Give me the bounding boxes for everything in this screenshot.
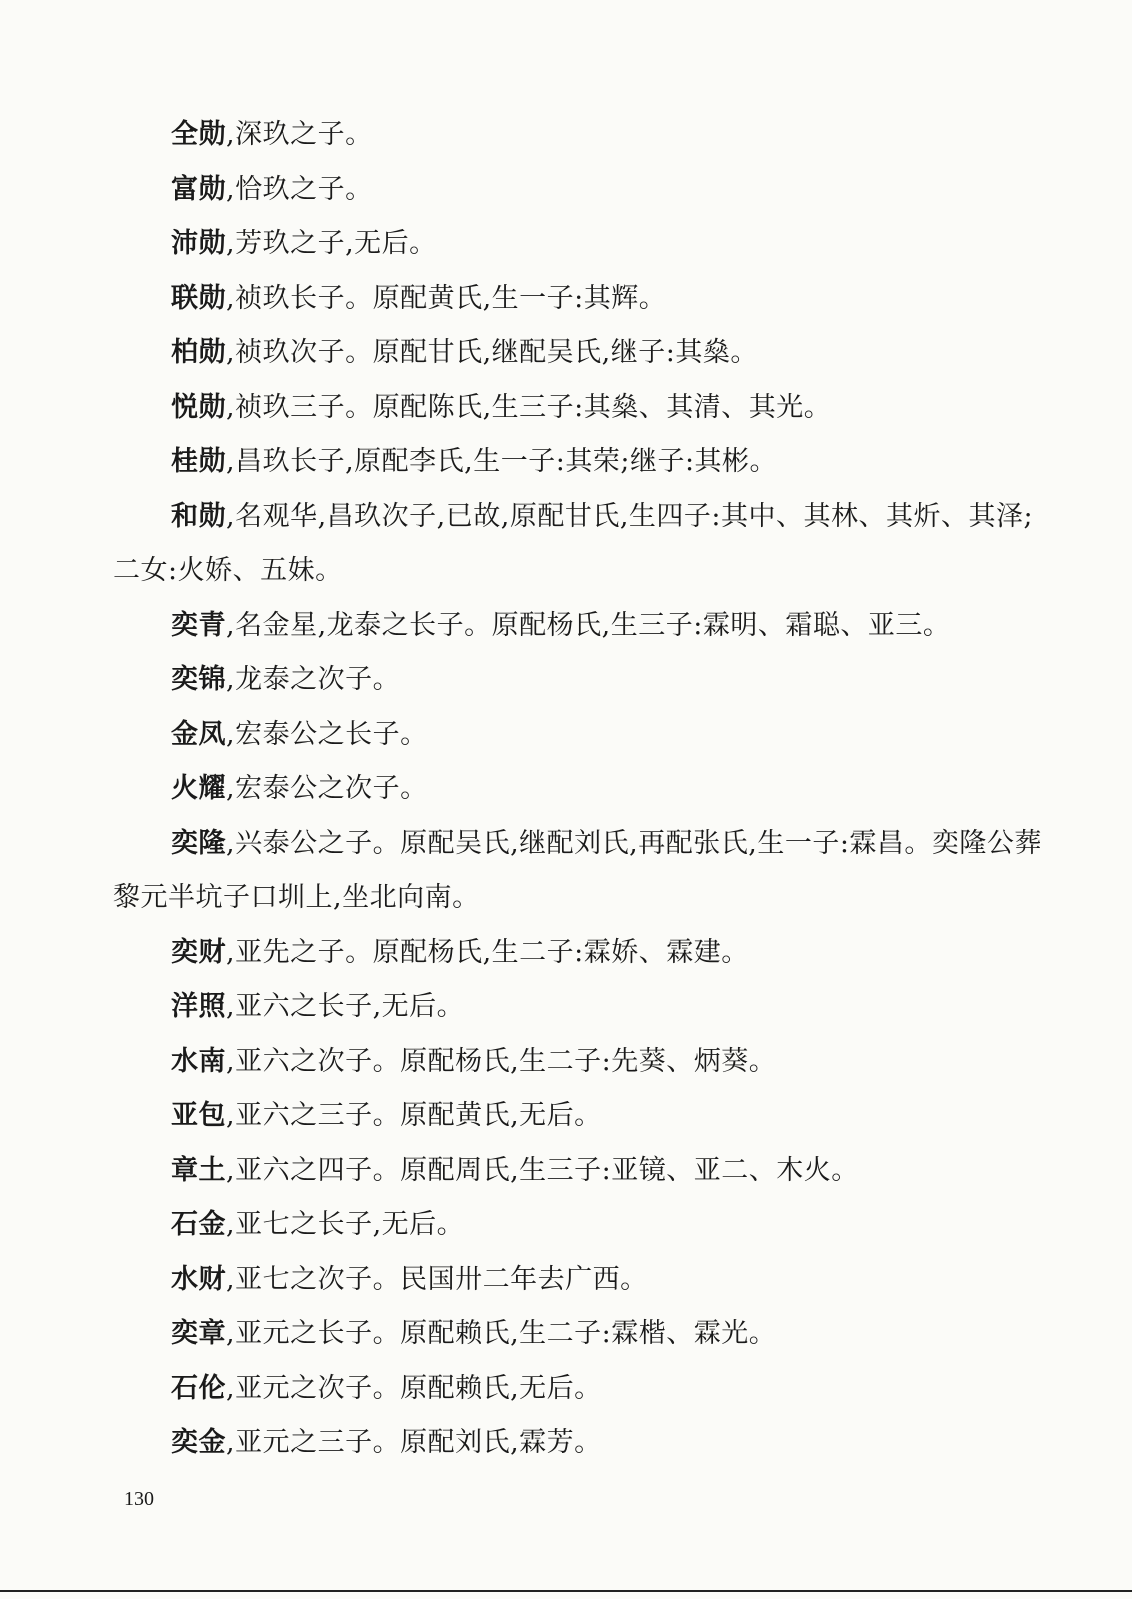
entry-name: 石伦 — [171, 1372, 226, 1404]
entry-text: ,祯玖三子。原配陈氏,生三子:其燊、其清、其光。 — [226, 391, 832, 423]
genealogy-entry — [113, 980, 1058, 1035]
entry-text: ,祯玖长子。原配黄氏,生一子:其辉。 — [226, 282, 667, 314]
genealogy-entry — [113, 381, 1058, 436]
bottom-rule — [0, 1590, 1132, 1592]
entry-text: ,宏泰公之长子。 — [226, 718, 428, 750]
entry-name: 水南 — [171, 1045, 226, 1077]
entry-name: 全勋 — [171, 119, 226, 150]
genealogy-entry — [113, 163, 1058, 218]
genealogy-entry — [113, 1416, 1058, 1471]
entry-text: ,亚七之次子。民国卅二年去广西。 — [226, 1263, 648, 1295]
genealogy-entry — [113, 708, 1058, 763]
genealogy-entry — [113, 435, 1058, 490]
entry-name: 亚包 — [171, 1100, 226, 1131]
entry-name: 悦勋 — [171, 391, 226, 423]
genealogy-entry — [113, 490, 1058, 599]
entry-name: 和勋 — [171, 500, 226, 532]
genealogy-entry — [113, 926, 1058, 981]
entry-text: ,亚元之三子。原配刘氏,霖芳。 — [226, 1427, 602, 1458]
entry-text: ,昌玖长子,原配李氏,生一子:其荣;继子:其彬。 — [226, 446, 778, 477]
genealogy-entry — [113, 1035, 1058, 1090]
entry-name: 桂勋 — [171, 446, 226, 477]
entry-name: 奕隆 — [171, 827, 226, 859]
entry-name: 金凤 — [171, 718, 226, 750]
genealogy-entry — [113, 653, 1058, 708]
genealogy-entry — [113, 1307, 1058, 1362]
entry-text: ,名观华,昌玖次子,已故,原配甘氏,生四子:其中、其林、其炘、其泽;二女:火娇、五妹。 — [113, 500, 1034, 586]
entry-text: ,亚六之次子。原配杨氏,生二子:先葵、炳葵。 — [226, 1045, 777, 1077]
entry-name: 沛勋 — [171, 228, 226, 259]
entry-name: 石金 — [171, 1209, 226, 1240]
genealogy-entry — [113, 762, 1058, 817]
entry-name: 水财 — [171, 1263, 226, 1295]
genealogy-entry — [113, 1144, 1058, 1199]
entry-text: ,亚先之子。原配杨氏,生二子:霖娇、霖建。 — [226, 936, 749, 968]
entry-name: 奕章 — [171, 1318, 226, 1349]
genealogy-entry — [113, 1198, 1058, 1253]
genealogy-entry — [113, 1253, 1058, 1308]
entry-text: ,祯玖次子。原配甘氏,继配吴氏,继子:其燊。 — [226, 337, 758, 368]
genealogy-entry — [113, 108, 1058, 163]
entry-text: ,深玖之子。 — [226, 119, 373, 150]
entry-name: 奕金 — [171, 1427, 226, 1458]
genealogy-entry — [113, 272, 1058, 327]
entry-text: ,亚元之次子。原配赖氏,无后。 — [226, 1372, 602, 1404]
entry-text: ,恰玖之子。 — [226, 173, 373, 205]
genealogy-entry — [113, 217, 1058, 272]
entry-name: 火耀 — [171, 773, 226, 804]
genealogy-entry — [113, 1089, 1058, 1144]
entry-text: ,名金星,龙泰之长子。原配杨氏,生三子:霖明、霜聪、亚三。 — [226, 609, 951, 641]
entry-name: 奕财 — [171, 936, 226, 968]
entry-text: ,亚元之长子。原配赖氏,生二子:霖楷、霖光。 — [226, 1318, 777, 1349]
genealogy-entry — [113, 326, 1058, 381]
entry-name: 联勋 — [171, 282, 226, 314]
entry-text: ,芳玖之子,无后。 — [226, 228, 437, 259]
entry-name: 柏勋 — [171, 337, 226, 368]
entry-text: ,龙泰之次子。 — [226, 664, 401, 695]
entry-name: 奕青 — [171, 609, 226, 641]
entry-name: 章土 — [171, 1154, 226, 1186]
entry-text: ,亚六之三子。原配黄氏,无后。 — [226, 1100, 602, 1131]
entry-text: ,兴泰公之子。原配吴氏,继配刘氏,再配张氏,生一子:霖昌。奕隆公葬黎元半坑子口圳上,坐北向南。 — [113, 827, 1042, 913]
entry-name: 奕锦 — [171, 664, 226, 695]
entry-text: ,亚六之长子,无后。 — [226, 991, 465, 1022]
genealogy-entry — [113, 599, 1058, 654]
entry-name: 富勋 — [171, 173, 226, 205]
entry-text: ,亚六之四子。原配周氏,生三子:亚镜、亚二、木火。 — [226, 1154, 859, 1186]
entry-text: ,亚七之长子,无后。 — [226, 1209, 465, 1240]
entry-text: ,宏泰公之次子。 — [226, 773, 428, 804]
genealogy-text-block — [113, 108, 1058, 1471]
page-number: 130 — [124, 1488, 154, 1510]
genealogy-entry — [113, 817, 1058, 926]
entry-name: 洋照 — [171, 991, 226, 1022]
genealogy-entry — [113, 1362, 1058, 1417]
